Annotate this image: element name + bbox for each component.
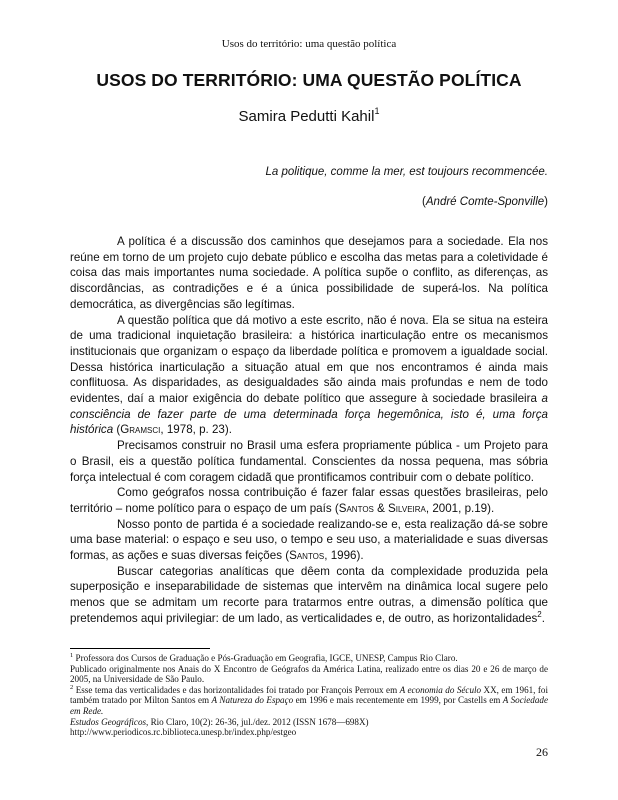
article-body [70, 234, 548, 627]
page-number: 26 [536, 745, 548, 759]
paragraph-6-text: . [541, 611, 545, 625]
footnote-2-book: A Natureza do Espaço [211, 695, 294, 706]
paragraph-1: A política é a discussão dos caminhos que desejamos para a sociedade. Ela nos reúne em torno de um projeto cujo debate público e escolha das metas para a coletividade é coisa das mais importantes numa sociedade. A política supõe o conflito, as diferenças, as discordâncias, as contradições e é a única possibilidade de superá-los. Na política democrática, as divergências são legítimas. [70, 235, 548, 311]
journal-details: , Rio Claro, 10(2): 26-36, jul./dez. 2012 (ISSN 1678—698X) [146, 716, 369, 727]
citation-author: Gramsci [120, 423, 161, 437]
paragraph-2-text: ( [113, 423, 121, 437]
author-footnote-mark[interactable]: 1 [374, 106, 380, 116]
footnote-2-text: XX, em 1961, foi também tratado por Milton Santos em [70, 684, 548, 706]
paragraph-3: Precisamos construir no Brasil uma esfera propriamente pública - um Projeto para o Brasil, eis a questão política fundamental. Conscientes da nossa pequena, mas sóbria força intelectual é com coragem cidadã que prontificamos contribuir com o debate político. [70, 439, 548, 484]
footnote-2-text: em 1996 e mais recentemente em 1999, por Castells em [293, 695, 503, 706]
paragraph-4-text: Como geógrafos nossa contribuição é fazer falar essas questões brasileiras, pelo território – nome político para o espaço de um país ( [70, 486, 548, 515]
paragraph-4 [70, 485, 548, 516]
footnotes [70, 653, 548, 738]
citation-author: Santos & Silveira [338, 501, 426, 515]
attribution-open-paren: ( [422, 196, 426, 208]
journal-citation [70, 717, 548, 728]
journal-name: Estudos Geográficos [70, 716, 147, 727]
footnote-1 [70, 653, 548, 664]
footnote-2-text: Esse tema das verticalidades e das horizontalidades foi tratado por François Perroux em [73, 684, 400, 695]
paragraph-6 [70, 564, 548, 627]
running-header: Usos do território: uma questão política [221, 38, 397, 50]
footnote-1-number: 1 [70, 651, 74, 659]
footnote-1-publication: Publicado originalmente nos Anais do X Encontro de Geógrafos da América Latina, realizado entre os dias 20 e 26 de março de 2005, na Universidade de São Paulo. [70, 663, 548, 685]
paragraph-2 [70, 313, 548, 439]
paragraph-5 [70, 517, 548, 564]
paragraph-5-text: , 1996). [324, 549, 364, 563]
footnote-2-book: A economia do Século [399, 684, 482, 695]
attribution-name: André Comte-Sponville [425, 196, 545, 208]
paragraph-6-text: Buscar categorias analíticas que dêem conta da complexidade produzida pela superposição e inseparabilidade de sistemas que intervêm na dinâmica local sugere pelo menos que se admitam um recorte para tratarmos entre outras, a dimensão política que pretendemos aqui privilegiar: de um lado, as verticalidades e, de outro, as horizontalidades [70, 564, 548, 625]
footnote-2 [70, 685, 548, 717]
attribution-close-paren: ) [544, 196, 548, 208]
epigraph-attribution [300, 196, 548, 208]
footnote-1-text: Professora dos Cursos de Graduação e Pós-Graduação em Geografia, IGCE, UNESP, Campus Rio Claro. [73, 653, 458, 663]
paragraph-2-text: A questão política que dá motivo a este escrito, não é nova. Ela se situa na esteira de uma tradicional inquietação brasileira: a histórica inarticulação entre os mecanismos institucionais que organizam o espaço da liberdade política e promovem a igualdade social. Dessa histórica inarticulação a situação atual em que nos encontramos é ainda mais conflituosa. As disparidades, as desigualdades são ainda mais profundas e nem de todo evidentes, daí a maior exigência do debate político que assegure à sociedade brasileira [70, 313, 548, 406]
paragraph-4-text: , 2001, p.19). [425, 501, 495, 515]
author-line [60, 108, 558, 125]
paragraph-2-text: , 1978, p. 23). [160, 423, 232, 437]
footnote-2-book: A Sociedade em Rede. [70, 695, 548, 716]
epigraph-quote: La politique, comme la mer, est toujours recommencée. [265, 166, 548, 178]
article-title: USOS DO TERRITÓRIO: UMA QUESTÃO POLÍTICA [96, 70, 522, 90]
footnote-2-number: 2 [70, 683, 74, 691]
footnote-2-mark[interactable]: 2 [537, 610, 542, 620]
footnote-separator [70, 648, 210, 649]
paragraph-2-quote: a consciência de fazer parte de uma determinada força hegemônica, isto é, uma força histórica [70, 392, 548, 437]
journal-url[interactable]: http://www.periodicos.rc.biblioteca.unesp.br/index.php/estgeo [70, 727, 297, 738]
author-name: Samira Pedutti Kahil [238, 108, 375, 125]
paragraph-5-text: Nosso ponto de partida é a sociedade realizando-se e, esta realização dá-se sobre uma base material: o espaço e seu uso, o tempo e seu uso, a materialidade e suas diversas formas, as ações e suas diversas feições ( [70, 517, 548, 563]
citation-author: Santos [289, 549, 325, 563]
